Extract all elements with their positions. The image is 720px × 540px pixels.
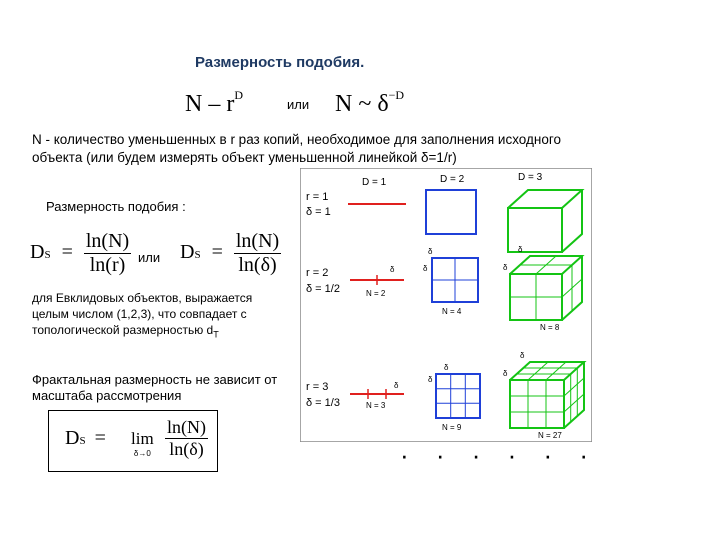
similarity-title: Размерность подобия : bbox=[46, 199, 186, 214]
line-r3-delta: δ bbox=[394, 381, 399, 390]
ff-lim-wrap bbox=[131, 429, 154, 458]
ds-fraction-1 bbox=[84, 230, 131, 277]
sq-r2-delta-top: δ bbox=[428, 247, 433, 256]
sq-r2-delta-side: δ bbox=[423, 264, 428, 273]
page-title: Размерность подобия. bbox=[195, 54, 365, 71]
ff-lim: lim bbox=[131, 429, 154, 448]
ds-num-2: ln(N) bbox=[235, 230, 280, 252]
cube-r2-delta: δ bbox=[518, 245, 523, 254]
diagram-frame bbox=[300, 168, 592, 442]
cube-r2-delta-side: δ bbox=[503, 263, 508, 272]
formula-right-base: N ~ δ bbox=[335, 91, 389, 117]
row1-delta: δ = 1 bbox=[306, 206, 331, 218]
ds-lhs: D bbox=[30, 241, 45, 264]
ff-den: ln(δ) bbox=[169, 439, 204, 459]
ff-fraction bbox=[165, 417, 208, 460]
ds-formula bbox=[30, 230, 131, 277]
sq-r3-delta-top: δ bbox=[444, 363, 449, 372]
row1-r: r = 1 bbox=[306, 191, 329, 203]
cube-r3-n: N = 27 bbox=[538, 431, 562, 440]
ds-eq-2: = bbox=[211, 241, 223, 264]
ds-lhs-sub-2: S bbox=[194, 249, 201, 262]
ff-lhs-sub: S bbox=[79, 435, 86, 447]
ds-den-1: ln(r) bbox=[89, 254, 126, 276]
euclid-sub: T bbox=[213, 329, 219, 340]
ff-num: ln(N) bbox=[167, 417, 206, 437]
ds-den-2: ln(δ) bbox=[238, 254, 277, 276]
header-d2: D = 2 bbox=[440, 174, 465, 185]
header-d1: D = 1 bbox=[362, 177, 387, 188]
row2-r: r = 2 bbox=[306, 267, 329, 279]
line-r2-n: N = 2 bbox=[366, 289, 386, 298]
fractal-formula-box bbox=[48, 410, 218, 472]
sq-r3-n: N = 9 bbox=[442, 423, 462, 432]
formula-right-exp: −D bbox=[388, 88, 405, 102]
euclid-text bbox=[32, 290, 292, 342]
ff-lim-sub: δ→0 bbox=[133, 449, 151, 458]
row2-delta: δ = 1/2 bbox=[306, 283, 340, 295]
ds-num-1: ln(N) bbox=[85, 230, 130, 252]
ds-or: или bbox=[138, 250, 161, 265]
ds-formula-2 bbox=[180, 230, 281, 277]
ds-lhs-2: D bbox=[180, 241, 195, 264]
ds-lhs-sub: S bbox=[44, 249, 51, 262]
ff-eq: = bbox=[94, 427, 106, 449]
cube-r3-delta: δ bbox=[520, 351, 525, 360]
description-text: N - количество уменьшенных в r раз копий, необходимое для заполнения исходного объекта (или будем измерять объект уменьшенной линейкой δ=1/r) bbox=[32, 132, 561, 165]
euclid-body: для Евклидовых объектов, выражается целым числом (1,2,3), что совпадает с топологической размерностью d bbox=[32, 291, 253, 337]
formula-delta-law bbox=[335, 88, 404, 118]
line-r2-delta: δ bbox=[390, 265, 395, 274]
line-r3-n: N = 3 bbox=[366, 401, 386, 410]
ff-lhs-wrap bbox=[65, 427, 106, 450]
row3-delta: δ = 1/3 bbox=[306, 397, 340, 409]
formula-left-exp: D bbox=[234, 88, 243, 102]
sq-r3-delta-side: δ bbox=[428, 375, 433, 384]
ff-lhs: D bbox=[65, 427, 80, 449]
cube-r2-n: N = 8 bbox=[540, 323, 560, 332]
continuation-dots: · · · · · · bbox=[400, 440, 599, 470]
ds-eq: = bbox=[61, 241, 73, 264]
formula-or: или bbox=[287, 97, 310, 112]
ds-fraction-2 bbox=[234, 230, 281, 277]
cube-r3-delta-side: δ bbox=[503, 369, 508, 378]
formula-power-law bbox=[185, 88, 243, 118]
sq-r2-n: N = 4 bbox=[442, 307, 462, 316]
header-d3: D = 3 bbox=[518, 172, 543, 183]
row3-r: r = 3 bbox=[306, 381, 329, 393]
formula-left-base: N – r bbox=[185, 91, 235, 117]
similarity-diagram bbox=[300, 168, 592, 442]
fractal-title: Фрактальная размерность не зависит от масштаба рассмотрения bbox=[32, 372, 278, 403]
